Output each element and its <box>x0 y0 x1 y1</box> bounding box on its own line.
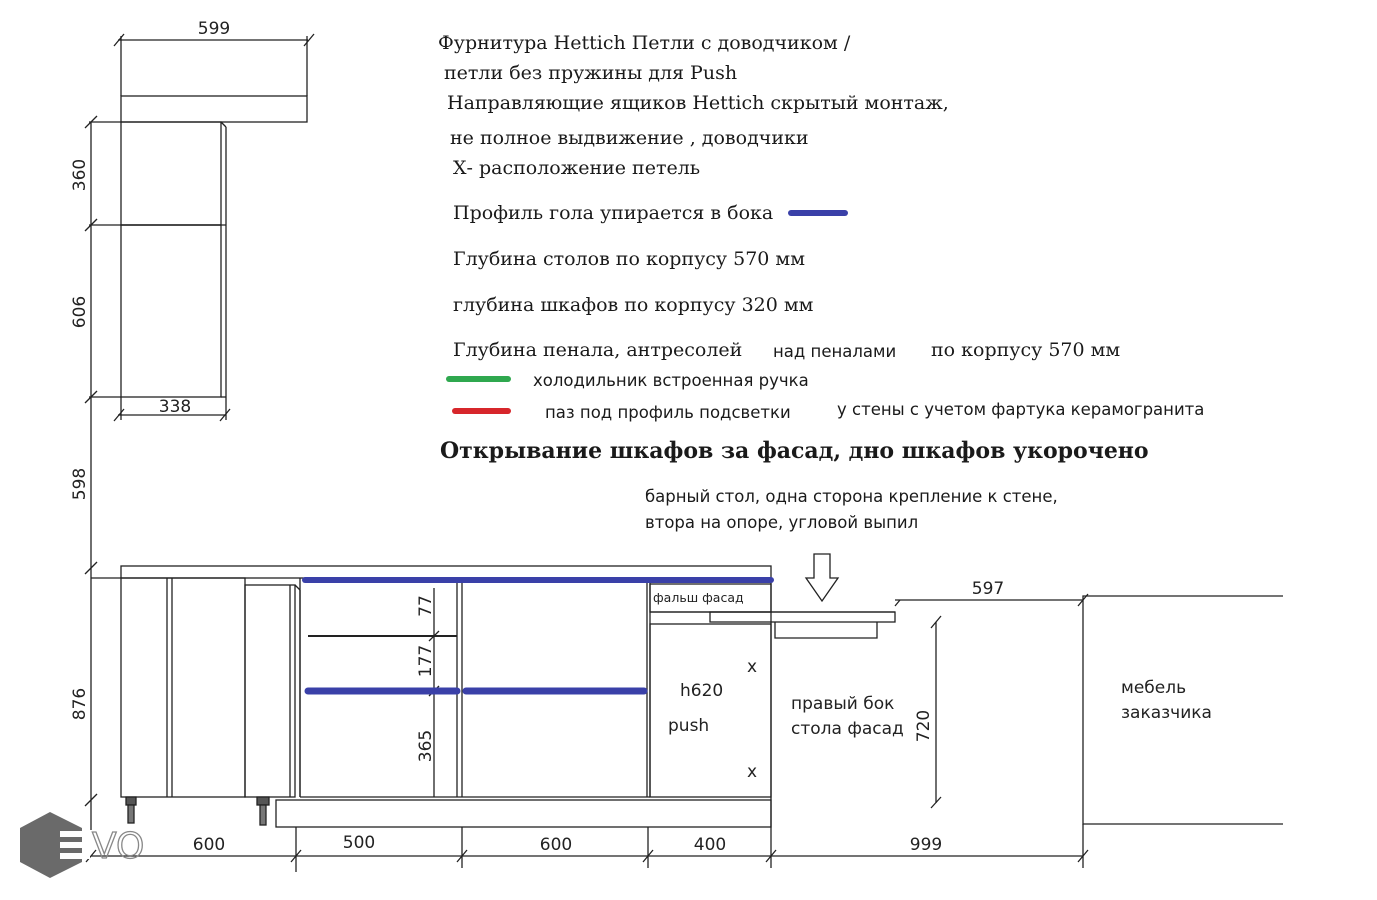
dim-177: 177 <box>416 644 436 678</box>
countertop <box>121 566 771 578</box>
h620-label: h620 <box>680 681 724 701</box>
dim-bottom-400: 400 <box>693 835 727 855</box>
bar-table-top <box>710 612 895 622</box>
dim-597: 597 <box>971 579 1005 599</box>
note-runners: Направляющие ящиков Hettich скрытый монтаж, <box>447 92 949 114</box>
note-bar-table-2: втора на опоре, угловой выпил <box>645 513 919 532</box>
false-facade-label: фальш фасад <box>653 590 744 605</box>
tall-lower-box <box>121 225 221 397</box>
note-hardware: Фурнитура Hettich Петли с доводчиком / <box>438 32 851 54</box>
dim-720: 720 <box>914 709 934 743</box>
note-above-pencils: над пеналами <box>773 342 897 361</box>
note-opening: Открывание шкафов за фасад, дно шкафов укорочено <box>440 438 1149 464</box>
note-pencil-depth-value: по корпусу 570 мм <box>931 339 1121 361</box>
dim-598: 598 <box>70 467 90 501</box>
customer-label-2: заказчика <box>1121 703 1212 723</box>
mezzanine-box <box>121 96 307 122</box>
cabinet-600-left <box>121 578 245 797</box>
right-side-label-1: правый бок <box>791 694 895 714</box>
note-bar-table-1: барный стол, одна сторона крепление к стене, <box>645 487 1058 506</box>
cabinet-500-frame <box>245 585 295 797</box>
note-gola-profile: Профиль гола упирается в бока <box>453 202 774 224</box>
tall-upper-box <box>121 122 221 225</box>
right-side-label-2: стола фасад <box>791 719 904 739</box>
dim-bottom-999: 999 <box>909 835 943 855</box>
dim-365: 365 <box>416 729 436 763</box>
push-label: push <box>668 716 710 736</box>
customer-label-1: мебель <box>1121 678 1187 698</box>
down-arrow-icon <box>806 554 838 601</box>
note-pencil-depth: Глубина пенала, антресолей <box>453 339 743 361</box>
legend-fridge-label: холодильник встроенная ручка <box>533 371 809 390</box>
note-partial-extension: не полное выдвижение , доводчики <box>450 127 809 149</box>
legend-light-label: паз под профиль подсветки <box>545 403 791 422</box>
dim-bottom-600-a: 600 <box>192 835 226 855</box>
dim-77: 77 <box>416 595 436 617</box>
note-table-depth: Глубина столов по корпусу 570 мм <box>453 248 805 270</box>
dim-876: 876 <box>70 687 90 721</box>
note-cabinet-depth: глубина шкафов по корпусу 320 мм <box>453 294 814 316</box>
dim-606: 606 <box>70 295 90 329</box>
note-apron: у стены с учетом фартука керамогранита <box>837 400 1205 419</box>
hinge-mark-top: x <box>747 657 758 677</box>
plinth <box>276 800 771 827</box>
dim-top-width: 599 <box>197 19 231 39</box>
note-push-hinges: петли без пружины для Push <box>444 62 738 84</box>
logo-text: VO <box>92 826 145 867</box>
note-hinge-position: Х- расположение петель <box>453 157 701 179</box>
dim-bottom-600-b: 600 <box>539 835 573 855</box>
dim-bottom-500: 500 <box>342 833 376 853</box>
hinge-mark-bottom: x <box>747 762 758 782</box>
dim-360: 360 <box>70 158 90 192</box>
dim-338: 338 <box>158 397 192 417</box>
